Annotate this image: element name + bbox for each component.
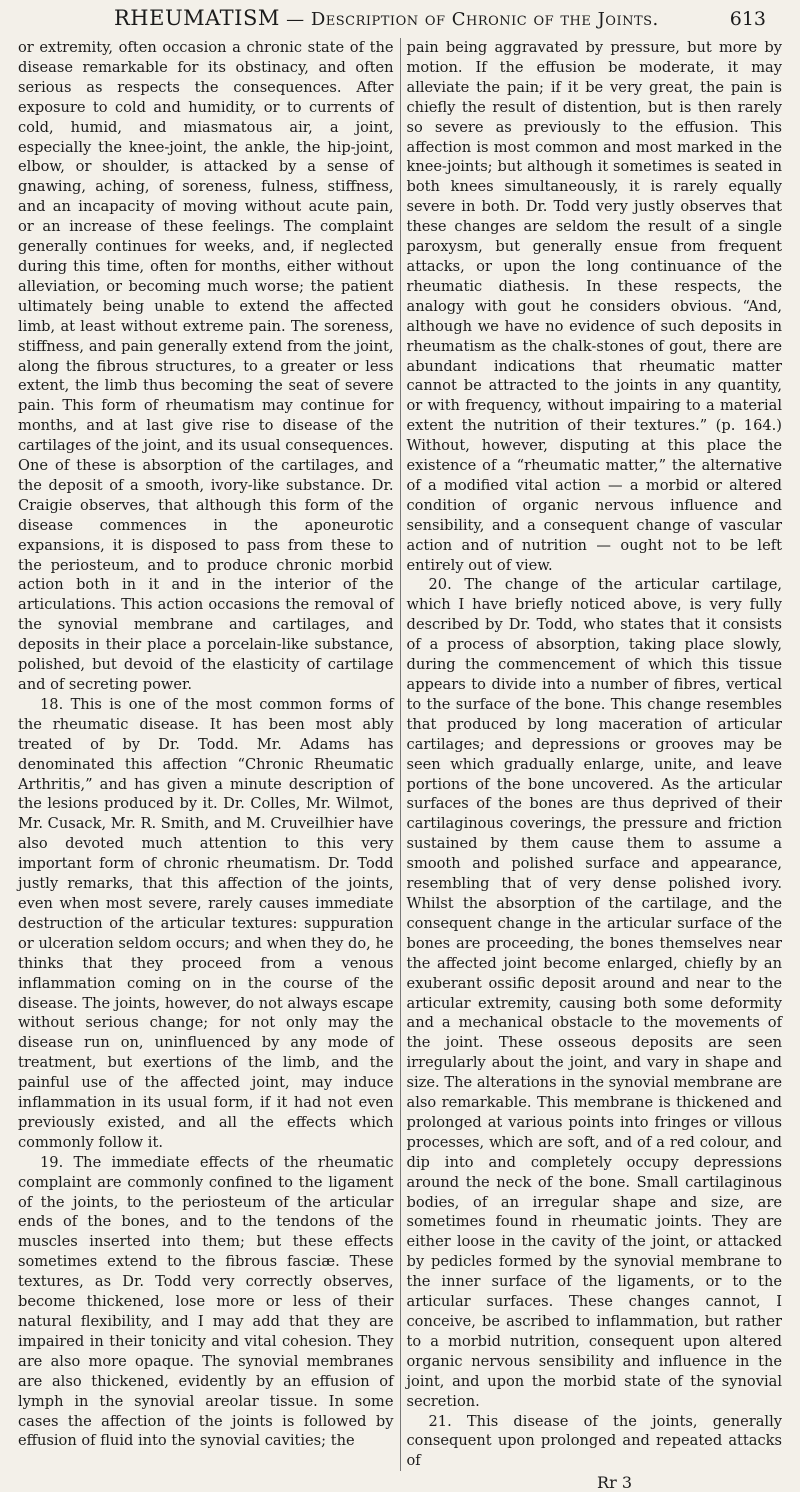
- running-header: [18, 6, 782, 36]
- running-title-main: RHEUMATISM: [114, 6, 280, 30]
- running-title: [114, 6, 659, 30]
- right-column: [401, 38, 783, 1471]
- paragraph: 18. This is one of the most common forms of the rheumatic disease. It has been most ably treated of by Dr. Todd. Mr. Adams has denominated this affection “Chronic Rheumatic Arthritis,” and has given a minute description of the lesions produced by it. Dr. Colles, Mr. Wilmot, Mr. Cusack, Mr. R. Smith, and M. Cruveilhier have also devoted much attention to this very important form of chronic rheumatism. Dr. Todd justly remarks, that this affection of the joints, even when most severe, rarely causes immediate destruction of the articular textures: suppuration or ulceration seldom occurs; and when they do, he thinks that they proceed from a venous inflammation coming on in the course of the disease. The joints, however, do not always escape without serious change; for not only may the disease run on, uninfluenced by any mode of treatment, but exertions of the limb, and the painful use of the affected joint, may induce inflammation in its usual form, if it had not even previously existed, and all the effects which commonly follow it.: [18, 695, 394, 1151]
- paragraph: 20. The change of the articular cartilage, which I have briefly noticed above, is very fully described by Dr. Todd, who states that it consists of a process of absorption, taking place slowly, during the commencement of which this tissue appears to divide into a number of fibres, vertical to the surface of the bone. This change resembles that produced by long maceration of articular cartilages; and depressions or grooves may be seen which gradually enlarge, unite, and leave portions of the bone uncovered. As the articular surfaces of the bones are thus deprived of their cartilaginous coverings, the pressure and friction sustained by them cause them to assume a smooth and polished surface and appearance, resembling that of very dense polished ivory. Whilst the absorption of the cartilage, and the consequent change in the articular surface of the bones are proceeding, the bones themselves near the affected joint become enlarged, chiefly by an exuberant ossific deposit around and near to the articular extremity, causing both some deformity and a mechanical obstacle to the movements of the joint. These osseous deposits are seen irregularly about the joint, and vary in shape and size. The alterations in the synovial membrane are also remarkable. This membrane is thickened and prolonged at various points into fringes or villous processes, which are soft, and of a red colour, and dip into and completely occupy depressions around the neck of the bone. Small cartilaginous bodies, of an irregular shape and size, are sometimes found in rheumatic joints. They are either loose in the cavity of the joint, or attacked by pedicles formed by the synovial membrane to the inner surface of the ligaments, or to the articular surfaces. These changes cannot, I conceive, be ascribed to inflammation, but rather to a morbid nutrition, consequent upon altered organic nervous sensibility and influence in the joint, and upon the morbid state of the synovial secretion.: [406, 576, 782, 1410]
- paragraph: or extremity, often occasion a chronic state of the disease remarkable for its obstinacy, and often serious as respects the consequences. After exposure to cold and humidity, or to currents of cold, humid, and miasmatous air, a joint, especially the knee-joint, the ankle, the hip-joint, elbow, or shoulder, is attacked by a sense of gnawing, aching, of soreness, fulness, stiffness, and an incapacity of moving without acute pain, or an increase of these feelings. The complaint generally continues for weeks, and, if neglected during this time, often for months, either without alleviation, or becoming much worse; the patient ultimately being unable to extend the affected limb, at least without extreme pain. The soreness, stiffness, and pain generally extend from the joint, along the fibrous structures, to a greater or less extent, the limb thus becoming the seat of severe pain. This form of rheumatism may continue for months, and at last give rise to disease of the cartilages of the joint, and its usual consequences. One of these is absorption of the cartilages, and the deposit of a smooth, ivory-like substance. Dr. Craigie observes, that although this form of the disease commences in the aponeurotic expansions, it is disposed to pass from these to the periosteum, and to produce chronic morbid action both in it and in the interior of the articulations. This action occasions the removal of the synovial membrane and cartilages, and deposits in their place a porcelain-like substance, polished, but devoid of the elasticity of cartilage and of secreting power.: [18, 39, 394, 693]
- signature-mark: Rr 3: [597, 1473, 632, 1492]
- left-column: [18, 38, 401, 1471]
- text-columns: [18, 38, 782, 1471]
- page-number: 613: [729, 8, 766, 30]
- paragraph: 19. The immediate effects of the rheumatic complaint are commonly confined to the ligament of the joints, to the periosteum of the articular ends of the bones, and to the tendons of the muscles inserted into them; but these effects sometimes extend to the fibrous fasciæ. These textures, as Dr. Todd very correctly observes, become thickened, lose more or less of their natural flexibility, and I may add that they are impaired in their tonicity and vital cohesion. They are also more opaque. The synovial membranes are also thickened, evidently by an effusion of lymph in the synovial areolar tissue. In some cases the affection of the joints is followed by effusion of fluid into the synovial cavities; the: [18, 1153, 394, 1450]
- paragraph: 21. This disease of the joints, generally consequent upon prolonged and repeated attacks of: [406, 1412, 782, 1470]
- running-title-sub: — Description of Chronic of the Joints.: [279, 9, 659, 30]
- paragraph: pain being aggravated by pressure, but more by motion. If the effusion be moderate, it may alleviate the pain; if it be very great, the pain is chiefly the result of distention, but is then rarely so severe as previously to the effusion. This affection is most common and most marked in the knee-joints; but although it sometimes is seated in both knees simultaneously, it is rarely equally severe in both. Dr. Todd very justly observes that these changes are seldom the result of a single paroxysm, but generally ensue from frequent attacks, or upon the long continuance of the rheumatic diathesis. In these respects, the analogy with gout he considers obvious. “And, although we have no evidence of such deposits in rheumatism as the chalk-stones of gout, there are abundant indications that rheumatic matter cannot be attracted to the joints in any quantity, or with frequency, without impairing to a material extent the nutrition of their textures.” (p. 164.) Without, however, disputing at this place the existence of a “rheumatic matter,” the alternative of a modified vital action — a morbid or altered condition of organic nervous influence and sensibility, and a consequent change of vascular action and of nutrition — ought not to be left entirely out of view.: [406, 39, 782, 574]
